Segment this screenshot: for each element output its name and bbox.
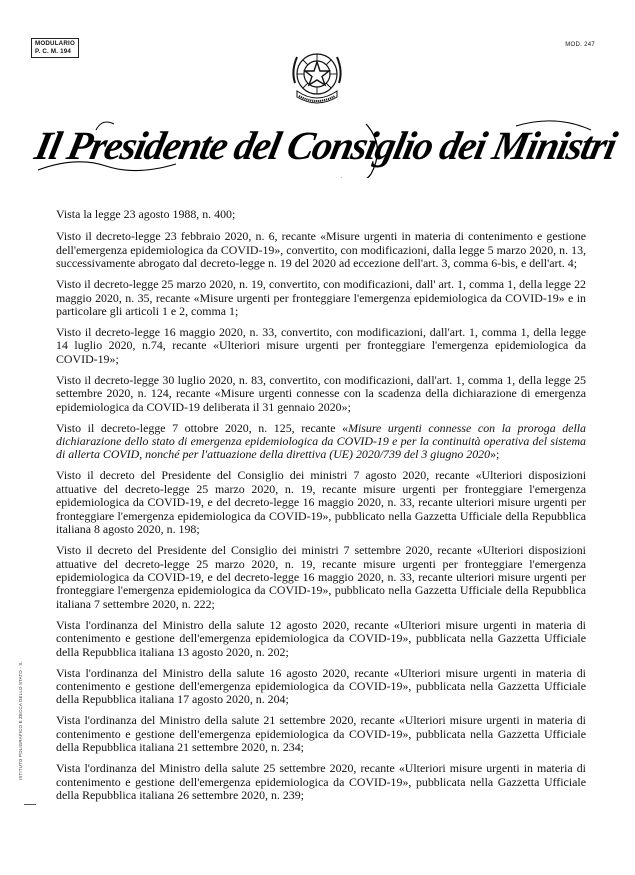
emblem-icon xyxy=(285,43,349,107)
paragraph: Visto il decreto-legge 16 maggio 2020, n. 33, convertito, con modificazioni, dall'art. 1, comma 1, della legge 14 luglio 2020, n.74, recante «Ulteriori misure urgenti per fronteggiare l'emergenza epidemiologica da COVID-19»; xyxy=(56,325,586,366)
paragraph: Vista l'ordinanza del Ministro della salute 25 settembre 2020, recante «Ulteriori misure urgenti in materia di contenimento e gestione dell'emergenza epidemiologica da COVID-19», pubblicata nella Gazzetta Ufficiale della Repubblica italiana 26 settembre 2020, n. 239; xyxy=(56,761,586,802)
document-body xyxy=(56,208,586,810)
heading-text: Il Presidente del Consiglio dei Ministri xyxy=(31,123,620,168)
paragraph xyxy=(56,422,586,462)
document-heading xyxy=(31,116,620,178)
form-stamp-line1: MODULARIO xyxy=(35,40,75,47)
paragraph: Visto il decreto-legge 25 marzo 2020, n. 19, convertito, con modificazioni, dall' art. 1, comma 1, della legge 22 maggio 2020, n. 35, recante «Misure urgenti per fronteggiare l'emergenza epidemiologica da COVID-19» e in particolare gli articoli 1 e 2, comma 1; xyxy=(56,277,586,319)
margin-divider xyxy=(24,804,36,805)
paragraph: Vista l'ordinanza del Ministro della salute 21 settembre 2020, recante «Ulteriori misure urgenti in materia di contenimento e gestione dell'emergenza epidemiologica da COVID-19», pubblicata nella Gazzetta Ufficiale della Repubblica italiana 21 settembre 2020, n. 234; xyxy=(56,713,586,755)
paragraph: Visto il decreto-legge 30 luglio 2020, n. 83, convertito, con modificazioni, dall'art. 1, comma 1, della legge 25 settembre 2020, n. 124, recante «Misure urgenti connesse con la scadenza della dichiarazione di emergenza epidemiologica da COVID-19 deliberata il 31 gennaio 2020»; xyxy=(56,372,586,414)
form-stamp-line2: P. C. M. 194 xyxy=(35,48,71,55)
paragraph-suffix: »; xyxy=(490,447,500,462)
paragraph: Vista la legge 23 agosto 1988, n. 400; xyxy=(56,207,236,221)
paragraph: Vista l'ordinanza del Ministro della salute 12 agosto 2020, recante «Ulteriori misure urgenti in materia di contenimento e gestione dell'emergenza epidemiologica da COVID-19», pubblicata nella Gazzetta Ufficiale della Repubblica italiana 13 agosto 2020, n. 202; xyxy=(56,617,586,659)
paragraph-prefix: Visto il decreto-legge 7 ottobre 2020, n. 125, recante « xyxy=(56,420,349,435)
form-stamp xyxy=(31,38,79,58)
paragraph: Visto il decreto del Presidente del Consiglio dei ministri 7 agosto 2020, recante «Ulteriori disposizioni attuative del decreto-legge 25 marzo 2020, n. 19, recante misure urgenti per fronteggiare l'emergenza epidemiologica da COVID-19, e del decreto-legge 16 maggio 2020, n. 33, recante ulteriori misure urgenti per fronteggiare l'emergenza epidemiologica da COVID-19», pubblicato nella Gazzetta Ufficiale della Repubblica italiana 8 agosto 2020, n. 198; xyxy=(56,468,586,537)
paragraph-italic-title: Misure urgenti connesse con la proroga della dichiarazione dello stato di emergenza epidemiologica da COVID-19 e per la continuità operativa del sistema di allerta COVID, nonché per l'attuazione della direttiva (UE) 2020/739 del 3 giugno 2020 xyxy=(56,420,587,462)
paragraph: Visto il decreto del Presidente del Consiglio dei ministri 7 settembre 2020, recante «Ulteriori disposizioni attuative del decreto-legge 25 marzo 2020, n. 19, recante misure urgenti per fronteggiare l'emergenza epidemiologica da COVID-19, e del decreto-legge 16 maggio 2020, n. 33, recante ulteriori misure urgenti per fronteggiare l'emergenza epidemiologica da COVID-19», pubblicato nella Gazzetta Ufficiale della Repubblica italiana 7 settembre 2020, n. 222; xyxy=(56,543,586,611)
printer-side-text: ISTITUTO POLIGRAFICO E ZECCA DELLO STATO - S. xyxy=(18,661,23,780)
paragraph: Visto il decreto-legge 23 febbraio 2020, n. 6, recante «Misure urgenti in materia di contenimento e gestione dell'emergenza epidemiologica da COVID-19», convertito, con modificazioni, dalla legge 5 marzo 2020, n. 13, successivamente abrogato dal decreto-legge n. 19 del 2020 ad eccezione dell'art. 3, comma 6-bis, e dell'art. 4; xyxy=(56,229,586,271)
paragraph: Vista l'ordinanza del Ministro della salute 16 agosto 2020, recante «Ulteriori misure urgenti in materia di contenimento e gestione dell'emergenza epidemiologica da COVID-19», pubblicata nella Gazzetta Ufficiale della Repubblica italiana 17 agosto 2020, n. 204; xyxy=(56,665,586,707)
form-code: MOD. 247 xyxy=(565,42,595,48)
